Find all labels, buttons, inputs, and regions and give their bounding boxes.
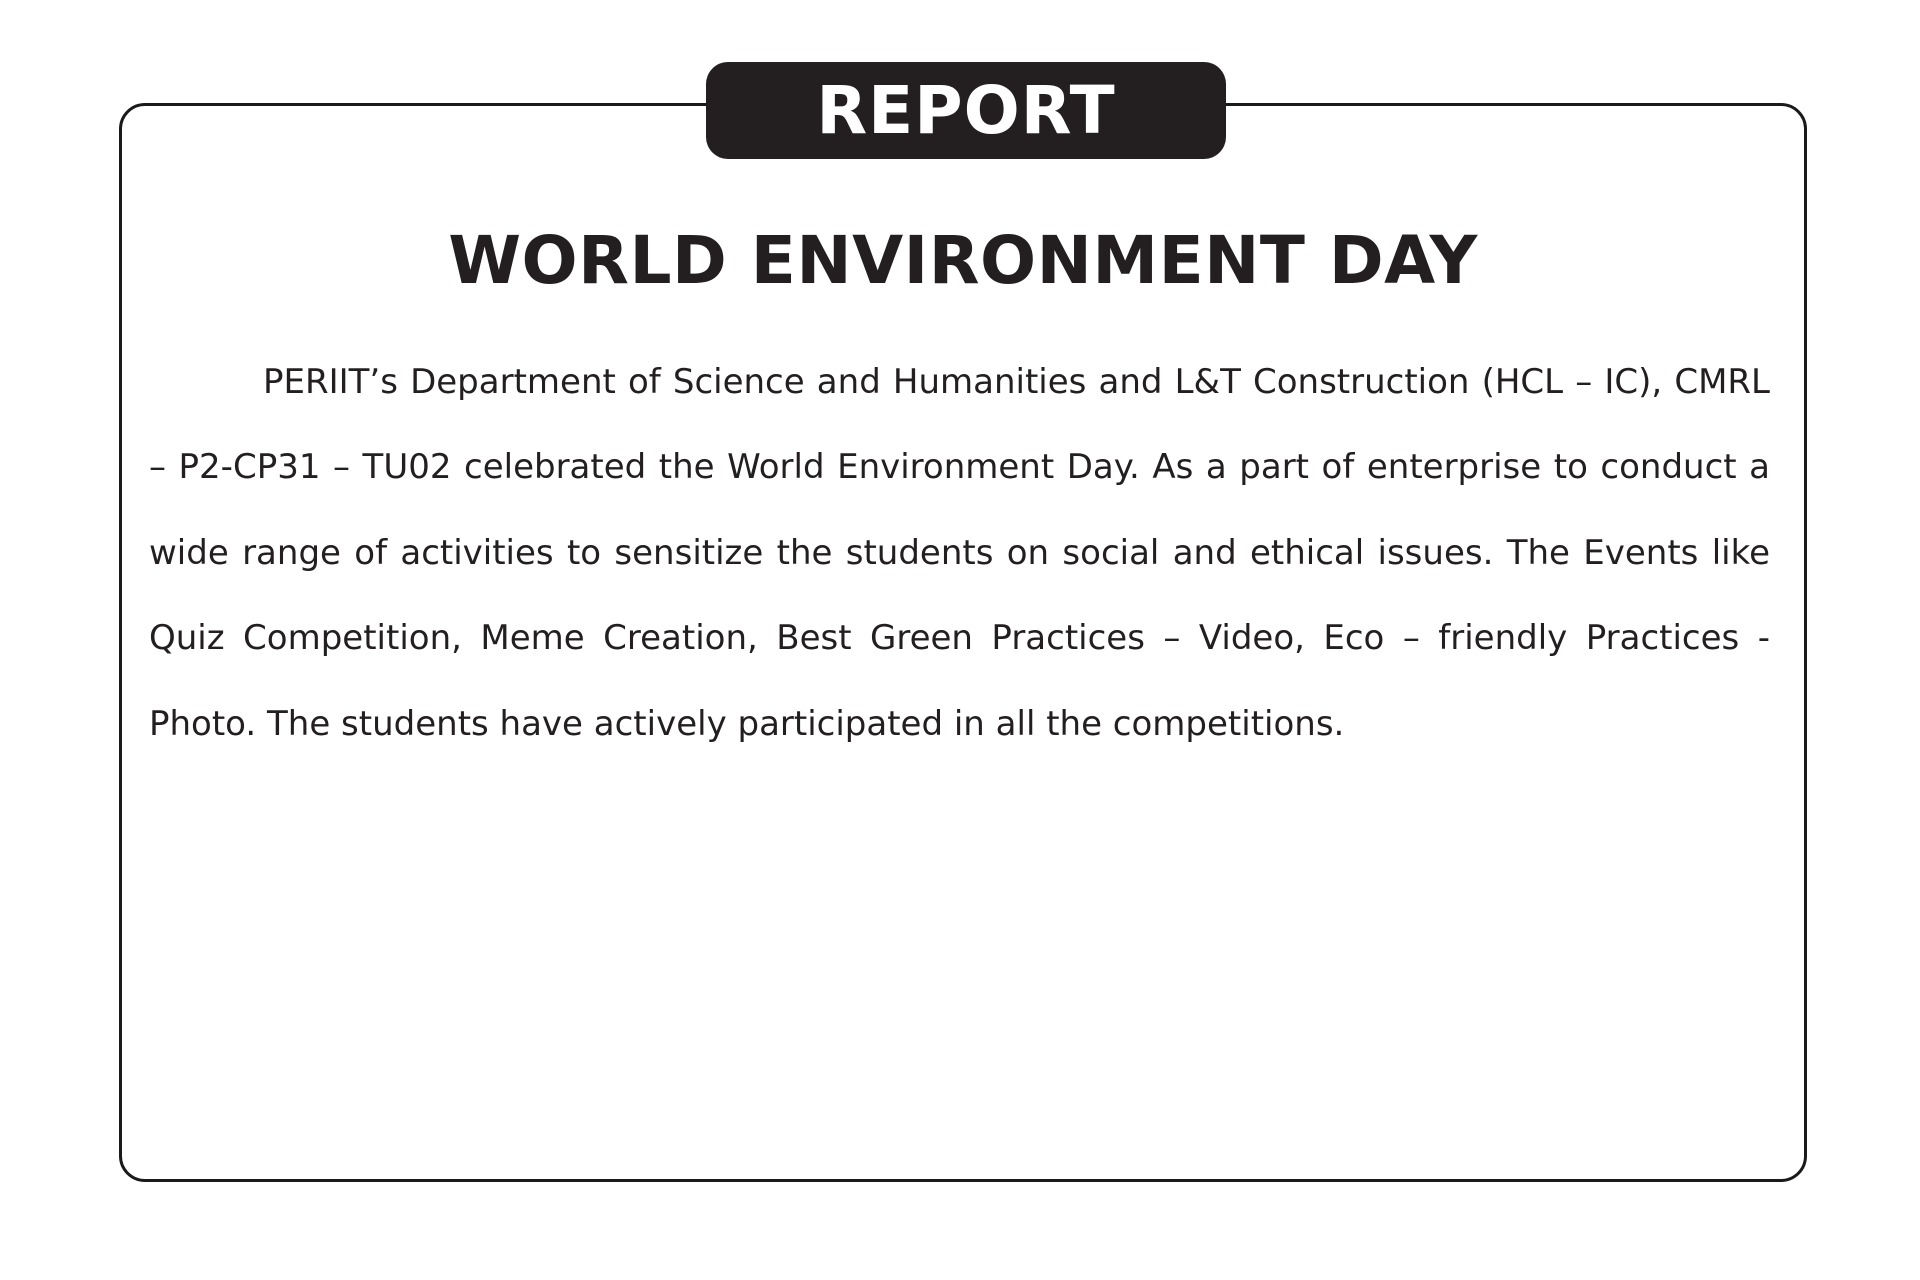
report-body: PERIIT’s Department of Science and Humanities and L&T Construction (HCL – IC), CMRL – P2-CP31 – TU02 celebrated the World Environment Day. As a part of enterprise to conduct a wide range of activities to sensitize the students on social and ethical issues. The Events like Quiz Competition, Meme Creation, Best Green Practices – Video, Eco – friendly Practices - Photo. The students have actively participated in all the competitions. — [149, 362, 1770, 744]
report-tab-label: REPORT — [816, 72, 1116, 149]
report-tab — [706, 62, 1226, 159]
report-title: WORLD ENVIRONMENT DAY — [448, 222, 1478, 299]
